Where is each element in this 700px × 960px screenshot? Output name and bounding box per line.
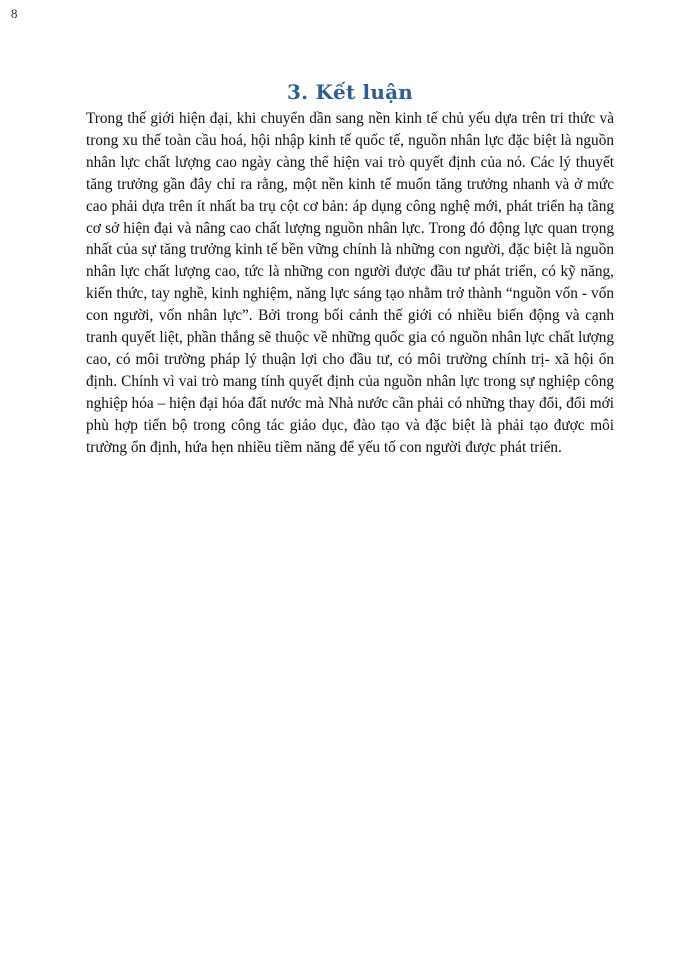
section-heading: 3. Kết luận: [287, 80, 413, 104]
conclusion-paragraph: Trong thế giới hiện đại, khi chuyển dần sang nền kinh tế chủ yếu dựa trên tri thức và trong xu thế toàn cầu hoá, hội nhập kinh tế quốc tế, nguồn nhân lực đặc biệt là nguồn nhân lực chất lượng cao ngày càng thể hiện vai trò quyết định của nó. Các lý thuyết tăng trưởng gần đây chỉ ra rằng, một nền kinh tế muốn tăng trưởng nhanh và ở mức cao phải dựa trên ít nhất ba trụ cột cơ bản: áp dụng công nghệ mới, phát triển hạ tầng cơ sở hiện đại và nâng cao chất lượng nguồn nhân lực. Trong đó động lực quan trọng nhất của sự tăng trưởng kinh tế bền vững chính là những con người, đặc biệt là nguồn nhân lực chất lượng cao, tức là những con người được đầu tư phát triển, có kỹ năng, kiến thức, tay nghề, kinh nghiệm, năng lực sáng tạo nhằm trở thành “nguồn vốn - vốn con người, vốn nhân lực”. Bởi trong bối cảnh thế giới có nhiều biến động và cạnh tranh quyết liệt, phần thắng sẽ thuộc về những quốc gia có nguồn nhân lực chất lượng cao, có môi trường pháp lý thuận lợi cho đầu tư, có môi trường chính trị- xã hội ổn định. Chính vì vai trò mang tính quyết định của nguồn nhân lực trong sự nghiệp công nghiệp hóa – hiện đại hóa đất nước mà Nhà nước cần phải có những thay đổi, đổi mới phù hợp tiến bộ trong công tác giáo dục, đào tạo và đặc biệt là phải tạo được môi trường ổn định, hứa hẹn nhiều tiềm năng để yếu tố con người được phát triển.: [86, 110, 614, 456]
page-number: 8: [11, 6, 18, 21]
